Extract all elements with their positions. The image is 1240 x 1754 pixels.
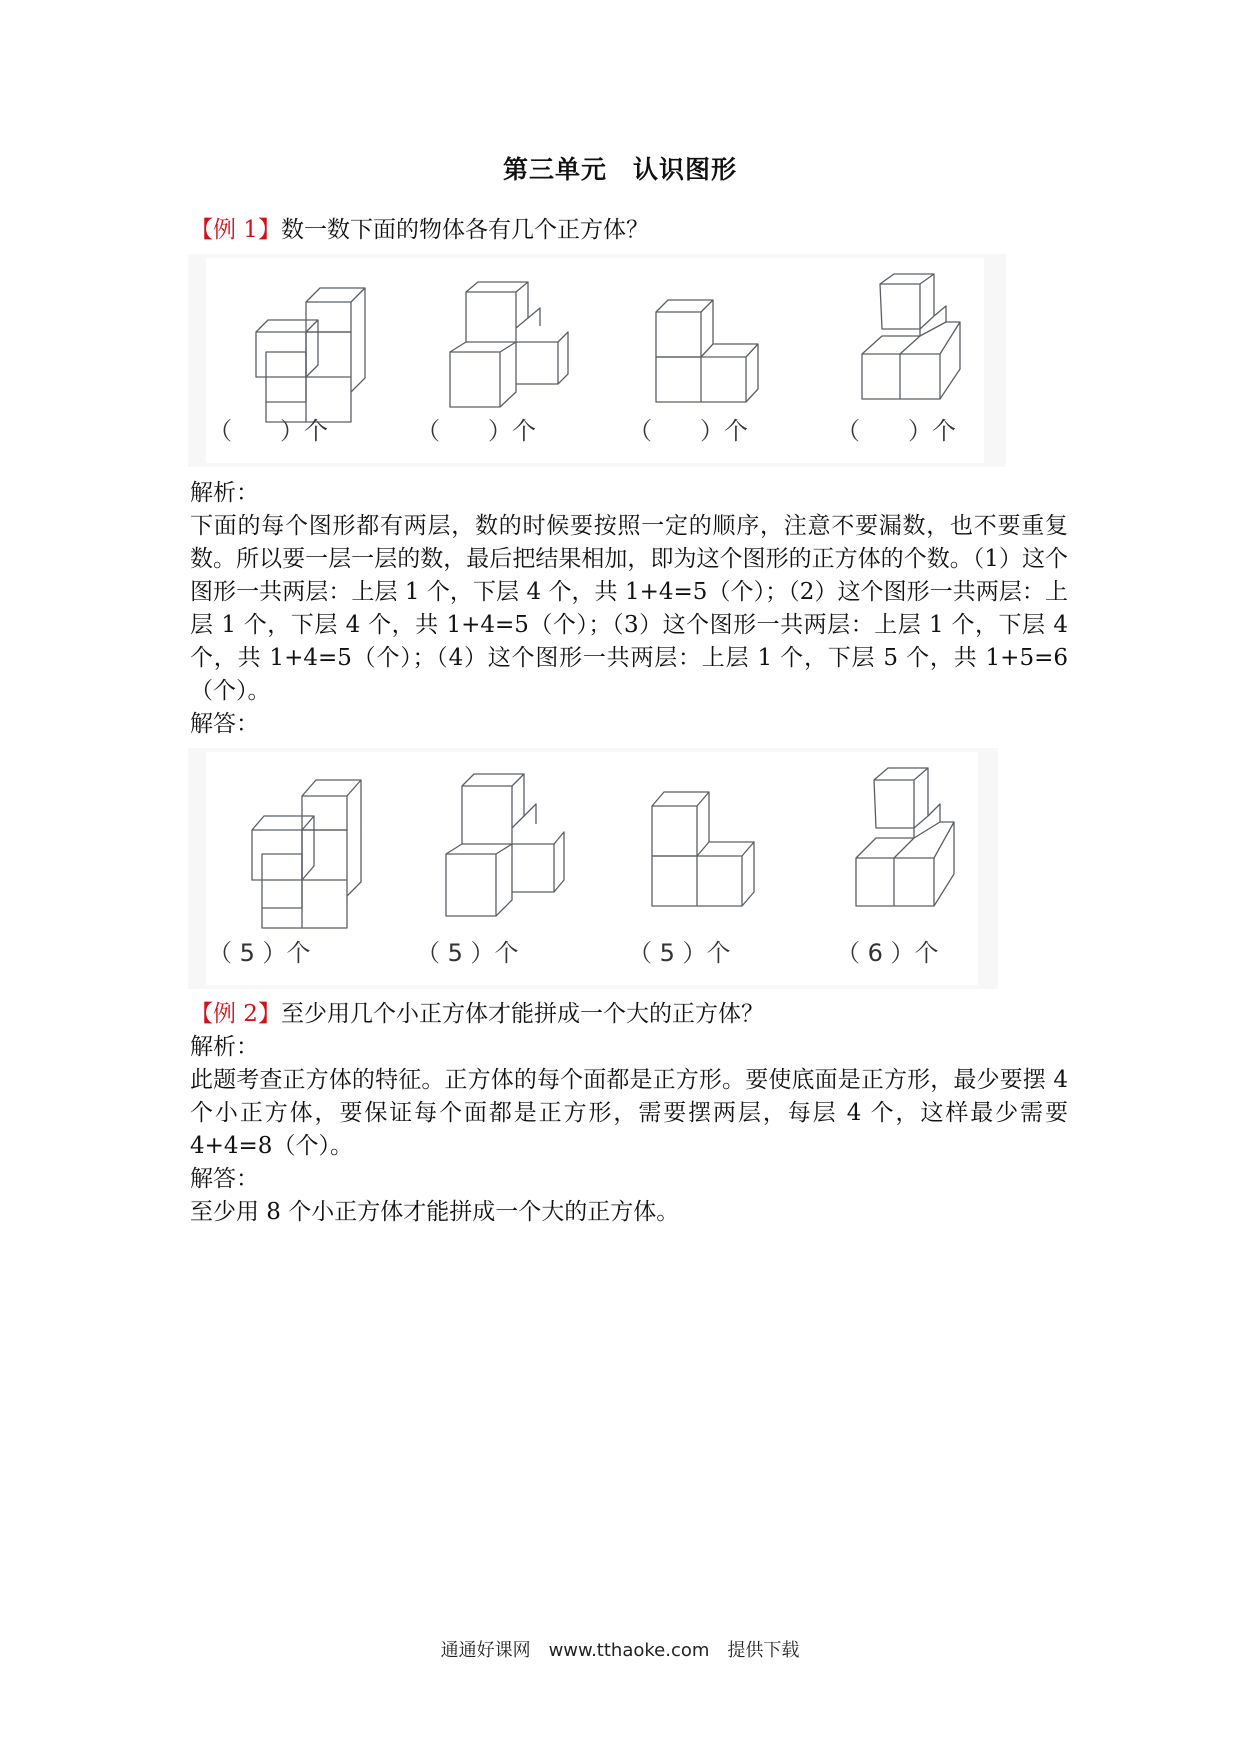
example2-answer-text: 至少用 8 个小正方体才能拼成一个大的正方体。 <box>190 1199 680 1225</box>
page-footer: 通通好课网 www.tthaoke.com 提供下载 <box>440 1640 800 1661</box>
answer-cube-figure-1 <box>252 780 361 928</box>
cube-figure-1 <box>256 288 365 422</box>
blank-label-2: （ ）个 <box>416 417 536 445</box>
example2-analysis-text: 此题考查正方体的特征。正方体的每个面都是正方形。要使底面是正方形，最少要摆 4 个小正方体，要保证每个面都是正方形，需要摆两层，每层 4 个，这样最少需要 4+4=8（个）。 <box>190 1067 1068 1159</box>
cube-figure-3 <box>656 300 758 402</box>
example2-tag: 【例 2】 <box>190 1001 281 1027</box>
example1-tag: 【例 1】 <box>190 217 281 243</box>
example2-answer-label: 解答： <box>190 1166 259 1192</box>
example2-analysis-label: 解析： <box>190 1034 259 1060</box>
answer-cube-figure-2 <box>446 774 564 916</box>
example2-question <box>190 998 1070 1031</box>
answer-cube-figure-3 <box>652 792 754 906</box>
example1-answer-figure <box>188 748 998 989</box>
answer-label-3: （ 5 ）个 <box>628 939 731 967</box>
blank-label-3: （ ）个 <box>628 417 748 445</box>
example1-cubes <box>188 254 1006 467</box>
example1-analysis-label: 解析： <box>190 480 259 506</box>
page-title: 第三单元 认识图形 <box>502 155 737 184</box>
answer-label-1: （ 5 ）个 <box>208 939 311 967</box>
example1-analysis-text: 下面的每个图形都有两层，数的时候要按照一定的顺序，注意不要漏数，也不要重复数。所以要一层一层的数，最后把结果相加，即为这个图形的正方体的个数。（1）这个图形一共两层：上层 1 个，下层 4 个，共 1+4=5（个）；（2）这个图形一共两层：上层 1 个，下层 4 个，共 1+4=5（个）；（3）这个图形一共两层：上层 1 个，下层 4 个，共 1+4=5（个）；（4）这个图形一共两层：上层 1 个，下层 5 个，共 1+5=6（个）。 <box>190 513 1068 704</box>
cube-figure-4 <box>862 274 960 399</box>
example1-question <box>190 214 1070 247</box>
answer-label-2: （ 5 ）个 <box>416 939 519 967</box>
example1-answer-label: 解答： <box>190 711 259 737</box>
example1-question-text: 数一数下面的物体各有几个正方体？ <box>280 217 649 243</box>
example1-figure <box>188 254 1006 467</box>
example2-question-text: 至少用几个小正方体才能拼成一个大的正方体？ <box>280 1001 764 1027</box>
example1-answer-cubes <box>188 748 998 989</box>
blank-label-1: （ ）个 <box>208 417 328 445</box>
answer-label-4: （ 6 ）个 <box>836 939 939 967</box>
blank-label-4: （ ）个 <box>836 417 956 445</box>
cube-figure-2 <box>450 282 568 407</box>
answer-cube-figure-4 <box>856 768 954 906</box>
